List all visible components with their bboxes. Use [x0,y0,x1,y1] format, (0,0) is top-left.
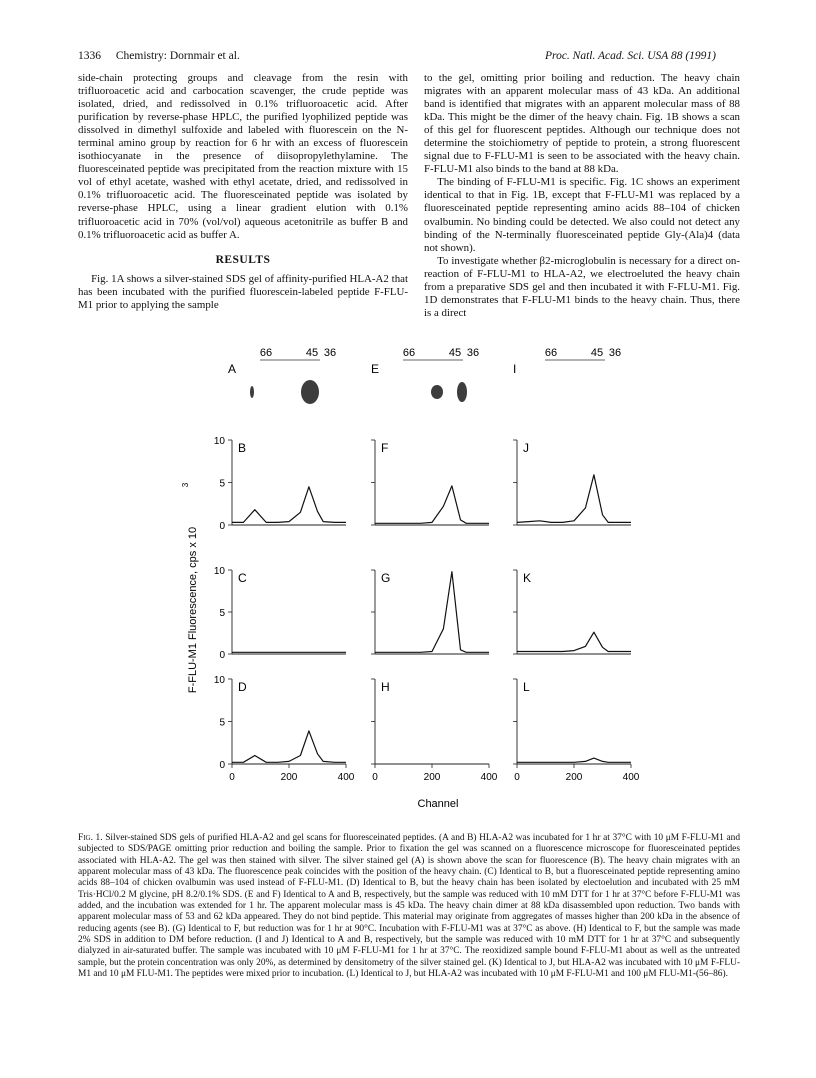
panel-label: D [238,680,247,694]
figure-1 [170,340,650,820]
x-tick-label: 0 [229,772,235,783]
y-tick-label: 0 [219,760,225,771]
panel-label: G [381,571,391,585]
page-number: 1336 [78,50,101,62]
x-tick-label: 400 [480,772,498,783]
methods-paragraph: side-chain protecting groups and cleavage from the resin with trifluoroacetic acid and carbocation scavenger, the crude peptide was isolated, dried, and redissolved in 0.1% trifluoroacetic acid. After purification by reverse-phase HPLC, the purified lyophilized peptide was dissolved in dimethyl sulfoxide and labeled with fluorescein on the N-terminal amino group by reaction for 6 hr with an excess of fluorescein isothiocyanate in the presence of diisopropylethylamine. The fluoresceinated peptide was precipitated from the reaction mixture with 15 vol of ethyl acetate, washed with ethyl acetate, dried, and redissolved in 0.1% trifluoroacetic acid. The fluoresceinated peptide was isolated by reverse-phase HPLC, using a linear gradient elution with 0.1% trifluoroacetic acid in 70% (vol/vol) aqueous acetonitrile as buffer B and 0.1% trifluoroacetic acid as buffer A. [78,72,408,241]
gel-marker-label: 45 [590,347,604,359]
y-tick-label: 5 [219,478,225,490]
x-tick-label: 0 [514,772,520,783]
y-tick-label: 10 [213,566,225,577]
panel-label: J [523,441,529,455]
gel-band [431,385,443,399]
gel-label: I [513,362,517,376]
gel-marker-label: 66 [402,347,416,359]
gel-marker-label: 66 [544,347,558,359]
specificity-paragraph: The binding of F-FLU-M1 is specific. Fig. 1C shows an experiment identical to that in Fig. 1B, except that F-FLU-M1 was replaced by a fluoresceinated peptide representing amino acids 88–104 of chicken ovalbumin. No binding could be detected. We also could not detect any binding of the N-terminally fluoresceinated peptide Gly-(Ala)4 (data not shown). [424,176,740,254]
y-axis-exponent: 3 [181,482,190,488]
y-tick-label: 10 [213,436,225,447]
results-paragraph-cont: to the gel, omitting prior boiling and reduction. The heavy chain migrates with an apparent molecular mass of 43 kDa. An additional band is identified that migrates with an apparent molecular mass of 88 kDa. This might be the dimer of the heavy chain. Fig. 1B shows a scan of this gel for fluorescent peptides. Although our technique does not determine the stoichiometry of peptide to protein, a strong fluorescent signal due to F-FLU-M1 is seen to be associated with the heavy chain. F-FLU-M1 also binds to the band at 88 kDa. [424,72,740,176]
caption-text: Silver-stained SDS gels of purified HLA-A2 and gel scans for fluoresceinated peptides. (A and B) HLA-A2 was incubated for 1 hr at 37°C with 10 μM F-FLU-M1 and subjected to SDS/PAGE omitting prior reduction and boiling the sample. Prior to fixation the gel was scanned on a fluorescence microscope for fluoresceinated peptides associated with HLA-A2. The gel was then stained with silver. The silver stained gel (A) is shown above the scan for fluorescence (B). The heavy chain migrates with an apparent molecular mass of 43 kDa. The fluorescence peak coincides with the position of the heavy chain. (C) Identical to B, but a fluoresceinated peptide representing amino acids 88–104 of chicken ovalbumin was used instead of F-FLU-M1. (D) Identical to B, but the heavy chain has been isolated by electoelution and incubated with 25 mM Tris·HCl/0.2 M glycine, pH 8.2/0.1% SDS. (E and F) Identical to A and B, respectively, but the sample was reduced with 10 mM DTT for 1 hr at 37°C before F-FLU-M1 was added, and the incubation was extended for 1 hr. The apparent molecular mass is 45 kDa. The heavy chain dimer at 88 kDa disassembled upon reduction. Two bands with apparent molecular mass of 53 and 62 kDa appeared. They do not bind peptide. This material may originate from aggregates of masses higher than 200 kDa in the absence of reducing agents (see B). (G) Identical to F, but reduction was for 1 hr at 90°C. Incubation with F-FLU-M1 was at 37°C as above. (H) Identical to F, but the sample was made 2% SDS in addition to DM before reduction. (I and J) Identical to A and B, respectively, but the sample was reduced with 10 mM DTT for 1 hr at 37°C and subsequently dialyzed in air-saturated buffer. The sample was incubated with 10 μM F-FLU-M1 for 1 hr at 37°C. The reoxidized sample bound F-FLU-M1 about as well as the untreated sample, but the protein concentration was only 20%, as determined by densitometry of the silver stained gel. (K) Identical to J, but HLA-A2 was incubated with 10 μM F-FLU-M1 and 10 μM FLU-M1. The peptides were mixed prior to incubation. (L) Identical to J, but HLA-A2 was incubated with 10 μM F-FLU-M1 and 100 μM FLU-M1-(56–86). [78,833,741,980]
trace-line [375,486,489,523]
trace-line [517,475,631,523]
y-tick-label: 5 [219,608,225,619]
gel-marker-label: 36 [608,347,622,359]
panel-label: B [238,441,247,455]
running-header-left [78,50,240,62]
figure-caption [78,833,740,980]
right-column [424,72,740,320]
gel-marker-label: 45 [305,347,319,359]
y-tick-label: 0 [219,650,225,661]
x-tick-label: 200 [280,772,298,783]
gel-band [457,382,467,402]
trace-line [232,487,346,523]
microglobulin-paragraph: To investigate whether β2-microglobulin is necessary for a direct on-reaction of F-FLU-M1 to HLA-A2, we electroeluted the heavy chain from a preparative SDS gel and then incubated it with F-FLU-M1. Fig. 1D demonstrates that F-FLU-M1 binds to the heavy chain. Thus, there is a direct [424,254,740,319]
panel-label: L [523,680,530,694]
gel-band [250,386,254,398]
results-heading: RESULTS [215,253,271,266]
x-tick-label: 400 [337,772,355,783]
y-tick-label: 0 [219,521,225,532]
gel-marker-label: 36 [466,347,480,359]
x-tick-label: 200 [565,772,583,783]
caption-label: Fig. 1. [78,833,103,843]
x-axis-label: Channel [417,798,459,810]
panel-label: K [523,571,532,585]
panel-label: H [381,680,390,694]
panel-label: F [381,441,389,455]
gel-band [301,380,319,404]
left-column [78,72,408,312]
x-tick-label: 0 [372,772,378,783]
x-tick-label: 200 [423,772,441,783]
gel-label: A [228,362,237,376]
y-tick-label: 5 [219,717,225,729]
trace-line [232,731,346,762]
results-paragraph: Fig. 1A shows a silver-stained SDS gel of affinity-purified HLA-A2 that has been incubated with the purified fluorescein-labeled peptide F-FLU-M1 prior to applying the sample [78,272,408,311]
section-title: Chemistry: Dornmair et al. [115,50,240,62]
trace-line [517,758,631,762]
figure-1-plot [170,340,650,820]
gel-marker-label: 66 [259,347,273,359]
gel-marker-label: 36 [323,347,337,359]
panel-label: C [238,571,247,585]
y-tick-label: 10 [213,675,225,686]
x-tick-label: 400 [622,772,640,783]
journal-citation: Proc. Natl. Acad. Sci. USA 88 (1991) [545,50,716,62]
gel-label: E [371,362,380,376]
trace-line [375,572,489,653]
trace-line [517,632,631,651]
gel-marker-label: 45 [448,347,462,359]
y-axis-label: F-FLU-M1 Fluorescence, cps x 10 [187,526,199,694]
